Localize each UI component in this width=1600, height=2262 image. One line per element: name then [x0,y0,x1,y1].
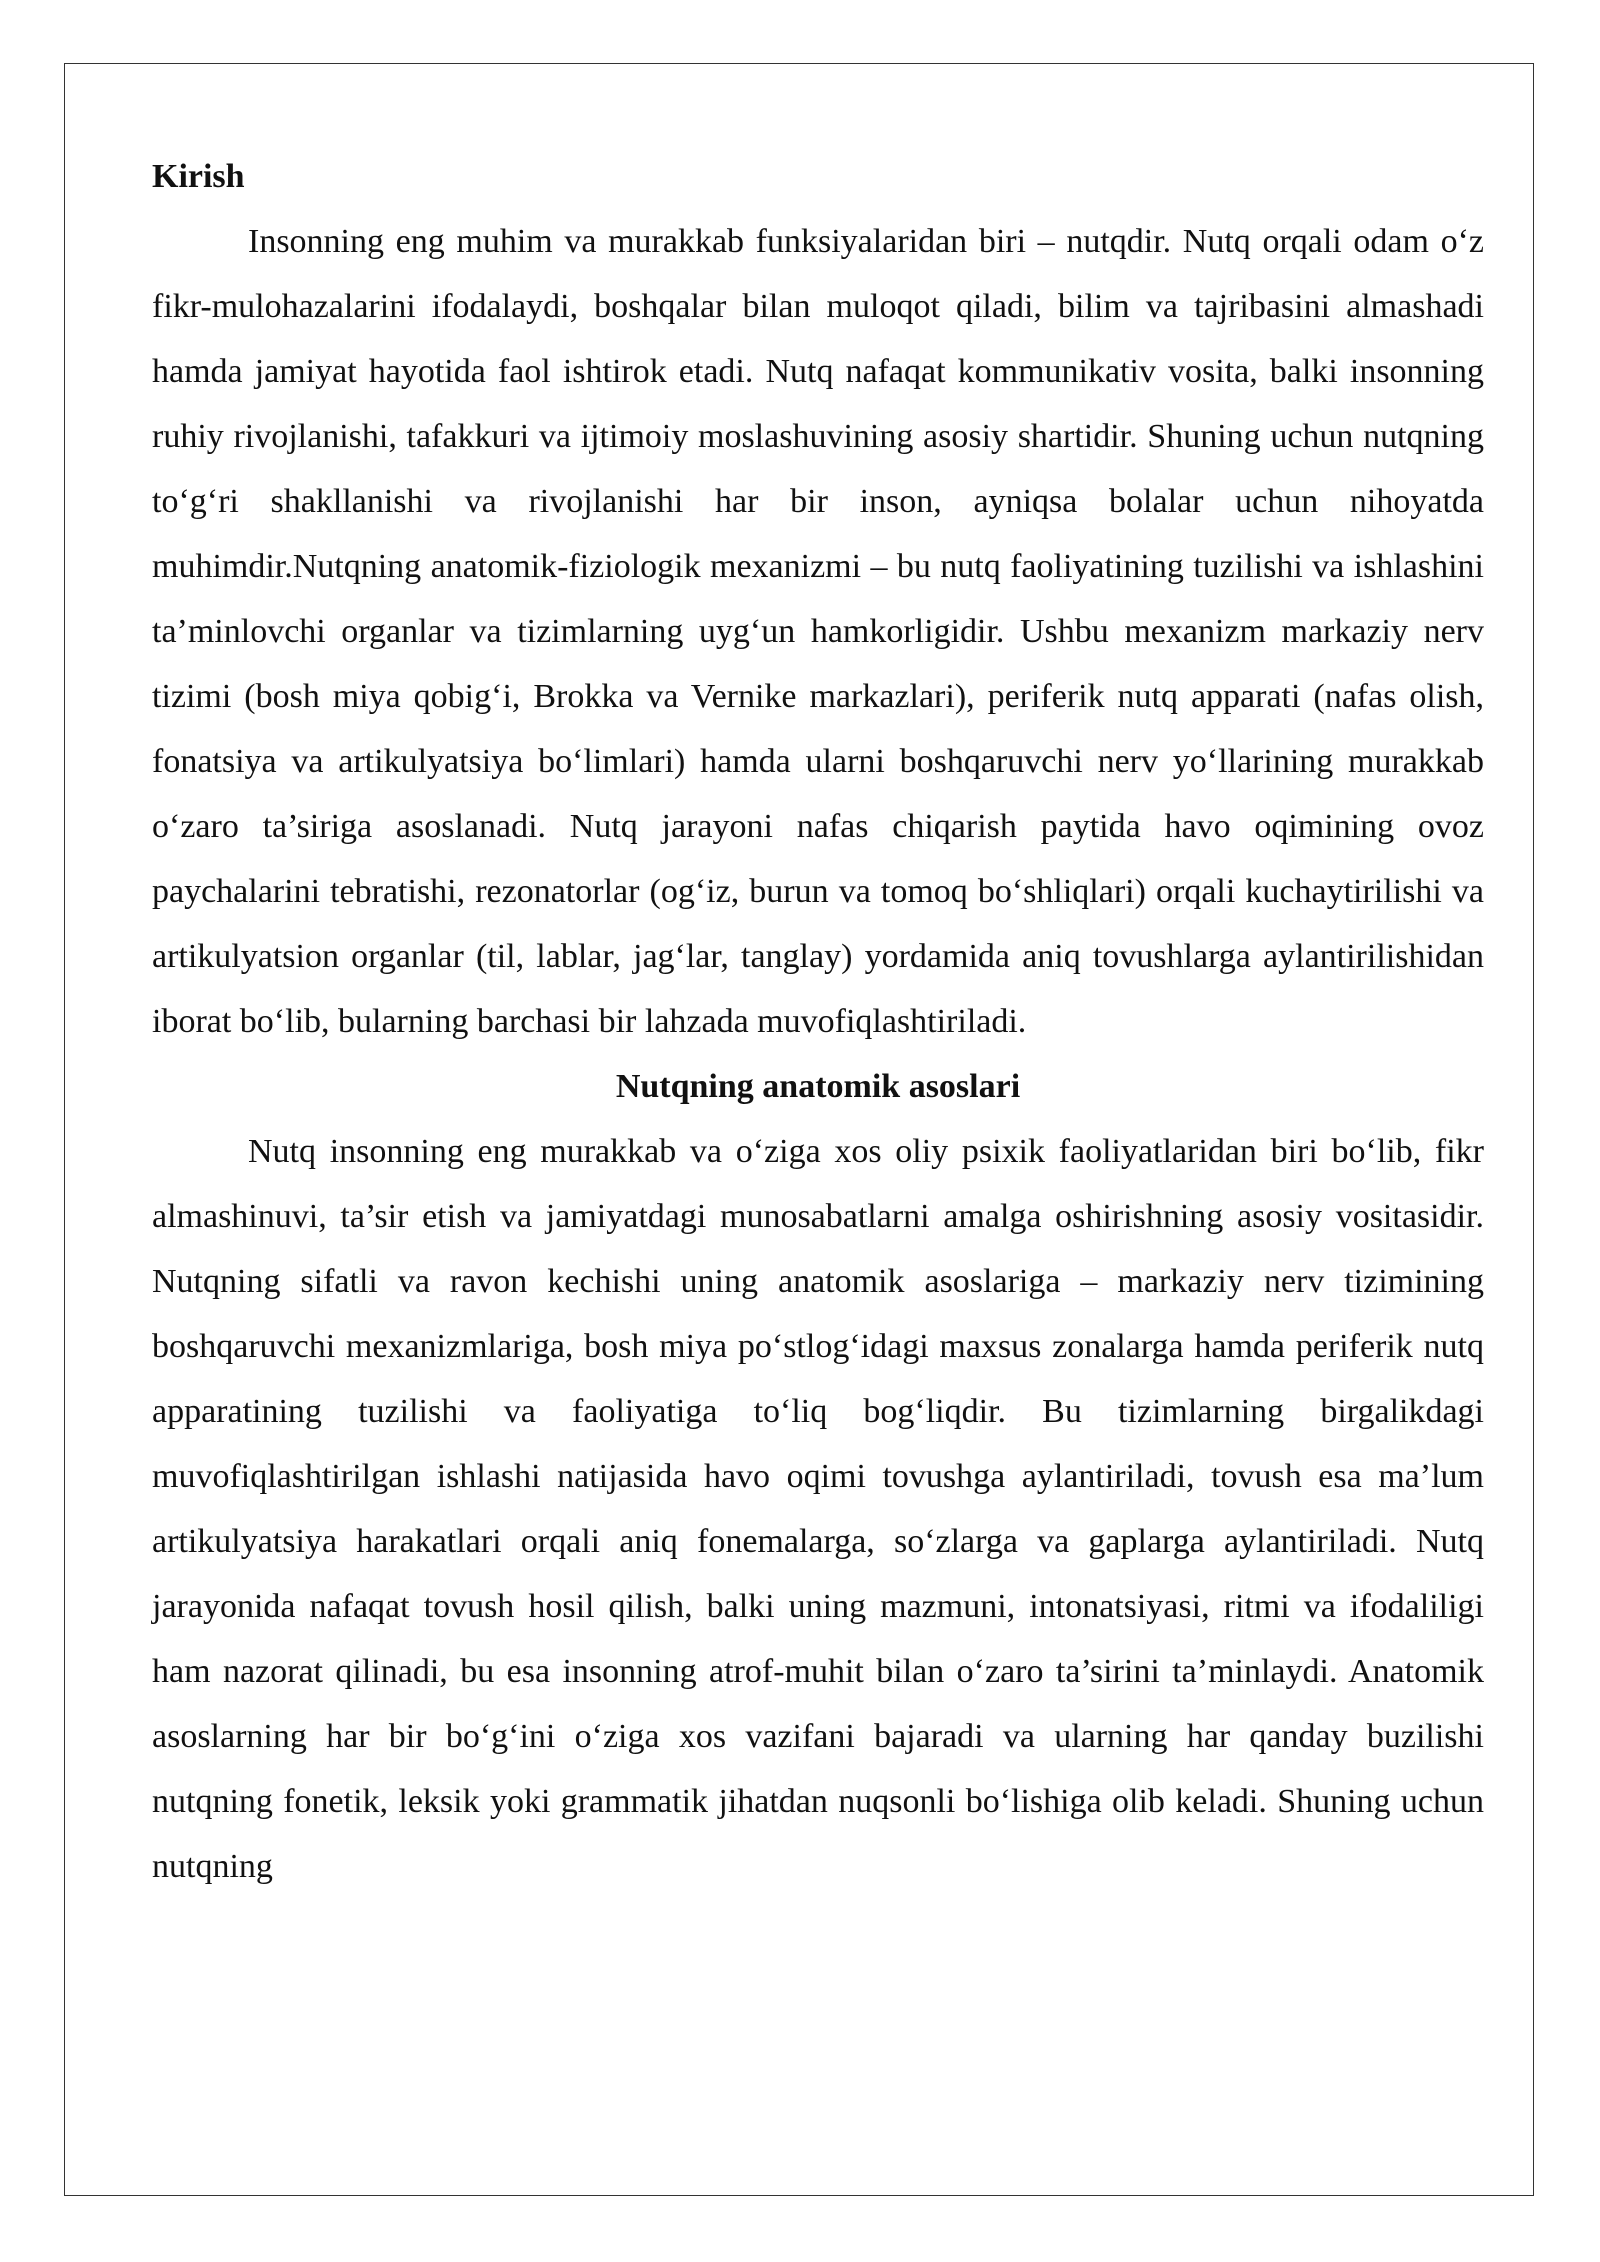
section-paragraph: Nutq insonning eng murakkab va o‘ziga xos oliy psixik faoliyatlaridan biri bo‘lib, fikr almashinuvi, ta’sir etish va jamiyatdagi munosabatlarni amalga oshirishning asosiy vositasidir. Nutqning sifatli va ravon kechishi uning anatomik asoslariga – markaziy nerv tizimining boshqaruvchi mexanizmlariga, bosh miya po‘stlog‘idagi maxsus zonalarga hamda periferik nutq apparatining tuzilishi va faoliyatiga to‘liq bog‘liqdir. Bu tizimlarning birgalikdagi muvofiqlashtirilgan ishlashi natijasida havo oqimi tovushga aylantiriladi, tovush esa ma’lum artikulyatsiya harakatlari orqali aniq fonemalarga, so‘zlarga va gaplarga aylantiriladi. Nutq jarayonida nafaqat tovush hosil qilish, balki uning mazmuni, intonatsiyasi, ritmi va ifodaliligi ham nazorat qilinadi, bu esa insonning atrof-muhit bilan o‘zaro ta’sirini ta’minlaydi. Anatomik asoslarning har bir bo‘g‘ini o‘ziga xos vazifani bajaradi va ularning har qanday buzilishi nutqning fonetik, leksik yoki grammatik jihatdan nuqsonli bo‘lishiga olib keladi. Shuning uchun nutqning [152,1133,1484,1885]
section-heading: Nutqning anatomik asoslari [615,1068,1021,1105]
intro-heading: Kirish [152,158,245,195]
document-body [152,144,1484,1899]
intro-paragraph: Insonning eng muhim va murakkab funksiyalaridan biri – nutqdir. Nutq orqali odam o‘z fikr-mulohazalarini ifodalaydi, boshqalar bilan muloqot qiladi, bilim va tajribasini almashadi hamda jamiyat hayotida faol ishtirok etadi. Nutq nafaqat kommunikativ vosita, balki insonning ruhiy rivojlanishi, tafakkuri va ijtimoiy moslashuvining asosiy shartidir. Shuning uchun nutqning to‘g‘ri shakllanishi va rivojlanishi har bir inson, ayniqsa bolalar uchun nihoyatda muhimdir.Nutqning anatomik-fiziologik mexanizmi – bu nutq faoliyatining tuzilishi va ishlashini ta’minlovchi organlar va tizimlarning uyg‘un hamkorligidir. Ushbu mexanizm markaziy nerv tizimi (bosh miya qobig‘i, Brokka va Vernike markazlari), periferik nutq apparati (nafas olish, fonatsiya va artikulyatsiya bo‘limlari) hamda ularni boshqaruvchi nerv yo‘llarining murakkab o‘zaro ta’siriga asoslanadi. Nutq jarayoni nafas chiqarish paytida havo oqimining ovoz paychalarini tebratishi, rezonatorlar (og‘iz, burun va tomoq bo‘shliqlari) orqali kuchaytirilishi va artikulyatsion organlar (til, lablar, jag‘lar, tanglay) yordamida aniq tovushlarga aylantirilishidan iborat bo‘lib, bularning barchasi bir lahzada muvofiqlashtiriladi. [152,223,1484,1040]
